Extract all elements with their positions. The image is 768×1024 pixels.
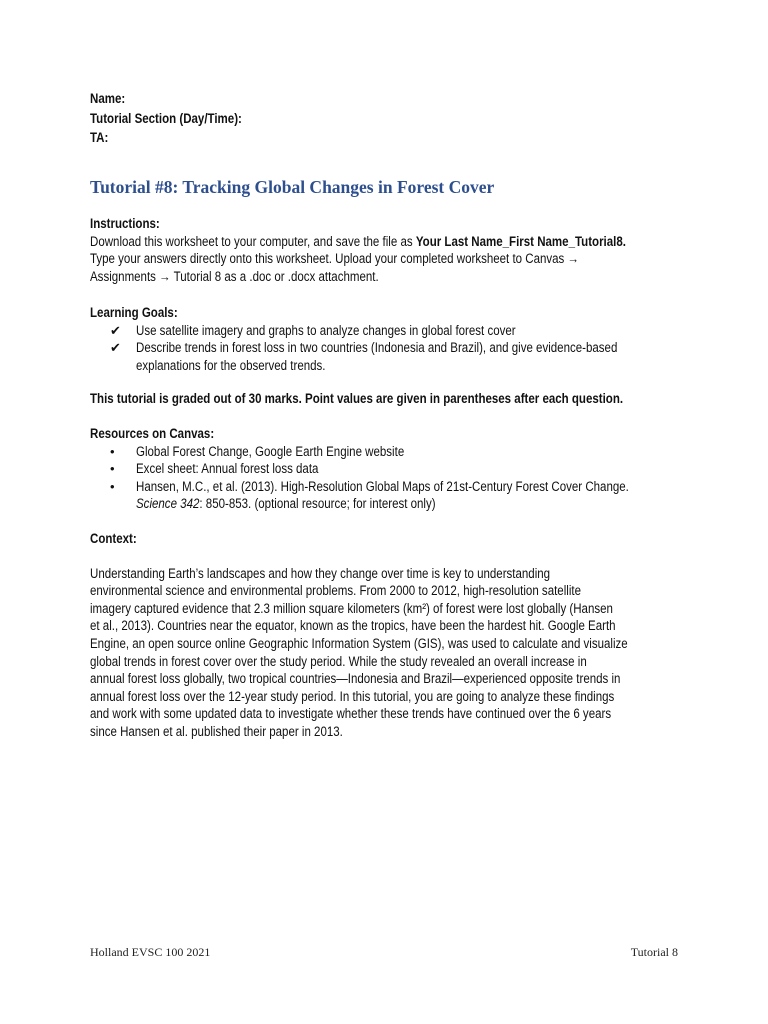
resources-heading: Resources on Canvas: — [90, 426, 215, 441]
context-line: global trends in forest cover over the study period. While the study revealed an overall increase in — [90, 653, 587, 669]
resource-item — [90, 460, 709, 478]
file-name-format: Your Last Name_First Name_Tutorial8. — [415, 233, 626, 249]
name-field-label: Name: — [90, 91, 126, 106]
checkmark-icon: ✔ — [110, 340, 121, 356]
context-paragraph — [90, 565, 715, 741]
footer-right: Tutorial 8 — [630, 945, 678, 959]
context-line: environmental science and environmental problems. From 2000 to 2012, high-resolution satellite — [90, 583, 581, 599]
bullet-icon: • — [110, 461, 115, 477]
grading-text: This tutorial is graded out of 30 marks. Point values are given in parentheses after each question. — [90, 391, 624, 406]
context-line: imagery captured evidence that 2.3 million square kilometers (km²) of forest were lost globally (Hansen — [90, 600, 613, 616]
instructions-section — [90, 215, 713, 285]
resource-text: Global Forest Change, Google Earth Engine website — [136, 443, 405, 459]
context-line: Understanding Earth’s landscapes and how they change over time is key to understanding — [90, 565, 551, 581]
goal-text: Use satellite imagery and graphs to analyze changes in global forest cover — [136, 322, 516, 338]
instructions-line: Assignments → Tutorial 8 as a .doc or .docx attachment. — [90, 268, 379, 284]
resource-item — [90, 443, 709, 461]
tutorial-section-label: Tutorial Section (Day/Time): — [90, 110, 242, 126]
instructions-heading: Instructions: — [90, 216, 160, 231]
context-line: Engine, an open source online Geographic Information System (GIS), was used to calculate and visualize — [90, 635, 628, 651]
bullet-icon: • — [110, 443, 115, 459]
journal-name: Science 342 — [136, 496, 200, 512]
checkmark-icon: ✔ — [110, 322, 121, 338]
goal-item — [90, 322, 696, 340]
context-line: and work with some updated data to investigate whether these trends have continued over the 6 years — [90, 706, 612, 722]
resource-text: Hansen, M.C., et al. (2013). High-Resolution Global Maps of 21st-Century Forest Cover Change. — [136, 478, 629, 494]
citation-rest: : 850-853. (optional resource; for interest only) — [199, 496, 436, 512]
resource-text — [136, 495, 629, 513]
resources-section — [90, 425, 709, 513]
context-line: annual forest loss globally, two tropical countries—Indonesia and Brazil—experienced opposite trends in — [90, 671, 621, 687]
context-line: annual forest loss over the 12-year study period. In this tutorial, you are going to analyze these findings — [90, 688, 615, 704]
header-fields — [90, 90, 267, 147]
goal-text: explanations for the observed trends. — [136, 357, 326, 373]
ta-label: TA: — [90, 130, 109, 146]
learning-goals-section — [90, 304, 696, 374]
context-section — [90, 530, 715, 741]
document-title: Tutorial #8: Tracking Global Changes in Forest Cover — [90, 177, 495, 197]
instructions-line — [90, 233, 626, 251]
bullet-icon: • — [110, 478, 115, 494]
learning-goals-heading: Learning Goals: — [90, 305, 178, 320]
grading-note — [90, 390, 710, 408]
instructions-line: Type your answers directly onto this worksheet. Upload your completed worksheet to Canvas → — [90, 251, 580, 267]
context-heading: Context: — [90, 531, 137, 546]
goal-item — [90, 339, 696, 374]
footer-left: Holland EVSC 100 2021 — [90, 945, 211, 959]
goal-text: Describe trends in forest loss in two countries (Indonesia and Brazil), and give evidence-based — [136, 340, 618, 356]
instructions-text: Download this worksheet to your computer, and save the file as — [90, 233, 416, 249]
resource-item — [90, 478, 709, 513]
context-line: et al., 2013). Countries near the equator, known as the tropics, have been the hardest hit. Google Earth — [90, 618, 616, 634]
resource-text: Excel sheet: Annual forest loss data — [136, 461, 319, 477]
context-line: since Hansen et al. published their paper in 2013. — [90, 723, 343, 739]
